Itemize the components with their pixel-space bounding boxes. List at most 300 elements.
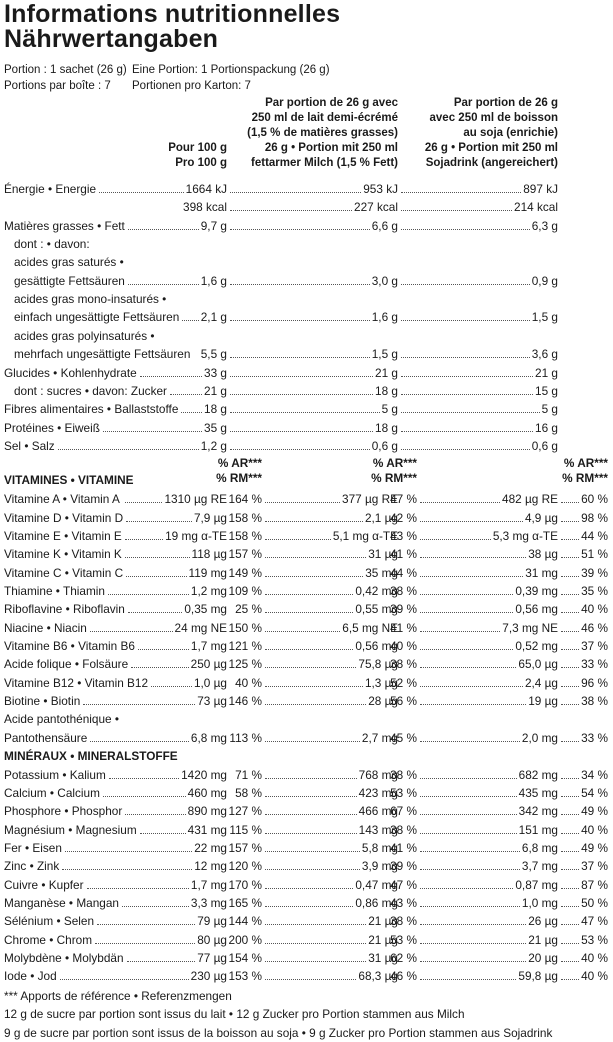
dot-leader <box>561 961 579 962</box>
dot-leader <box>265 576 363 577</box>
nutrient-value: 0,9 g <box>531 273 558 288</box>
mineral-row <box>0 912 613 930</box>
nutrient-value: 6,3 g <box>531 218 558 233</box>
nutrient-value: 143 mg <box>358 822 398 837</box>
nutrient-value: 6,5 mg NE <box>342 620 398 635</box>
pct-header-rm: % RM*** <box>371 471 417 486</box>
percent-value: 33 % <box>581 657 608 672</box>
dot-leader <box>83 704 195 705</box>
nutrient-value: 68,3 µg <box>358 969 398 984</box>
percent-value: 44 % <box>390 565 417 580</box>
percent-value: 98 % <box>581 510 608 525</box>
nutrient-value: 3,9 mg <box>361 859 398 874</box>
row-label: Riboflavine • Riboflavin <box>4 602 125 617</box>
dot-leader <box>401 320 530 321</box>
dot-leader <box>561 576 579 577</box>
percent-value: 67 % <box>390 804 417 819</box>
nutrient-value: 3,3 mg <box>190 895 227 910</box>
dot-leader <box>561 521 579 522</box>
percent-value: 45 % <box>390 730 417 745</box>
footnote-text: *** Apports de référence • Referenzmengen <box>4 988 232 1003</box>
dot-leader <box>265 888 353 889</box>
percent-value: 53 % <box>581 932 608 947</box>
nutrient-value: 1310 µg RE <box>164 492 227 507</box>
dot-leader <box>420 521 523 522</box>
row-label: Fibres alimentaires • Ballaststoffe <box>4 402 179 417</box>
nutrient-value: 435 mg <box>518 785 558 800</box>
nutrient-value: 2,1 g <box>200 310 227 325</box>
mineral-row <box>0 876 613 894</box>
percent-value: 38 % <box>390 914 417 929</box>
vitamins-title: VITAMINES • VITAMINE <box>4 473 134 488</box>
nutrient-value: 953 kJ <box>363 182 398 196</box>
percent-value: 115 % <box>229 822 262 837</box>
percent-value: 25 % <box>235 602 262 617</box>
row-label: Vitamine D • Vitamin D <box>4 510 124 525</box>
percent-value: 53 % <box>390 785 417 800</box>
row-label: Iode • Jod <box>4 969 57 984</box>
nutrition-row <box>0 382 613 400</box>
mineral-row <box>0 784 613 802</box>
portion-size-fr: Portion : 1 sachet (26 g) <box>4 64 127 76</box>
percent-value: 41 % <box>390 840 417 855</box>
nutrient-value: 6,8 mg <box>190 730 227 745</box>
nutrient-value: 0,86 mg <box>355 895 398 910</box>
percent-value: 52 % <box>390 675 417 690</box>
mineral-row <box>0 931 613 949</box>
dot-leader <box>420 814 517 815</box>
nutrient-value: 0,35 mg <box>184 602 227 617</box>
nutrient-value: 1,5 g <box>531 310 558 325</box>
percent-value: 120 % <box>228 859 262 874</box>
nutrient-value: 897 kJ <box>523 182 558 196</box>
row-label: acides gras mono-insaturés • <box>14 292 167 307</box>
dot-leader <box>230 412 380 413</box>
vitamin-row <box>0 619 613 637</box>
nutrient-value: 31 µg <box>368 951 398 965</box>
dot-leader <box>420 649 513 650</box>
percent-value: 37 % <box>581 859 608 874</box>
nutrient-value: 1,5 g <box>371 347 398 362</box>
dot-leader <box>265 539 331 540</box>
row-label: Vitamine E • Vitamin E <box>4 528 122 543</box>
footnote <box>0 1005 613 1023</box>
nutrient-value: 4,9 µg <box>524 510 558 525</box>
nutrient-value: 18 g <box>375 383 398 398</box>
row-label: Énergie • Energie <box>4 182 97 196</box>
dot-leader <box>561 631 579 632</box>
vitamins-header <box>0 455 613 491</box>
nutrient-value: 431 mg <box>187 822 227 837</box>
nutrient-value: 1420 mg <box>181 767 227 782</box>
dot-leader <box>230 192 361 193</box>
nutrient-value: 1,3 µg <box>364 675 398 690</box>
percent-value: 38 % <box>581 694 608 709</box>
dot-leader <box>401 376 533 377</box>
dot-leader <box>265 814 357 815</box>
percent-value: 87 % <box>581 877 608 892</box>
col-header-milk: (1,5 % de matières grasses) <box>247 127 398 139</box>
percent-value: 43 % <box>390 895 417 910</box>
percent-value: 40 % <box>390 639 417 654</box>
dot-leader <box>561 943 579 944</box>
percent-value: 33 % <box>581 730 608 745</box>
nutrient-value: 0,52 mg <box>515 639 558 654</box>
dot-leader <box>265 631 340 632</box>
dot-leader <box>401 229 530 230</box>
dot-leader <box>561 888 579 889</box>
nutrient-value: 59,8 µg <box>518 969 558 984</box>
row-label: dont : • davon: <box>14 237 90 252</box>
dot-leader <box>420 906 520 907</box>
row-label: dont : sucres • davon: Zucker <box>14 383 167 398</box>
percent-value: 164 % <box>228 492 262 507</box>
nutrient-value: 342 mg <box>518 804 558 819</box>
mineral-row <box>0 802 613 820</box>
percent-value: 154 % <box>228 951 262 965</box>
dot-leader <box>401 449 530 450</box>
row-label: Niacine • Niacin <box>4 620 87 635</box>
nutrient-value: 33 g <box>204 365 227 380</box>
nutrient-value: 0,56 mg <box>515 602 558 617</box>
nutrient-value: 0,47 mg <box>355 877 398 892</box>
percent-value: 149 % <box>228 565 262 580</box>
title-de: Nährwertangaben <box>4 25 219 53</box>
percent-value: 50 % <box>581 895 608 910</box>
vitamin-row <box>0 674 613 692</box>
dot-leader <box>420 833 517 834</box>
dot-leader <box>128 284 199 285</box>
dot-leader <box>561 667 579 668</box>
dot-leader <box>420 576 523 577</box>
nutrient-value: 5 g <box>381 402 398 417</box>
percent-value: 53 % <box>390 932 417 947</box>
nutrient-value: 1,2 g <box>200 438 227 453</box>
row-label: Cuivre • Kupfer <box>4 877 84 892</box>
row-label: Molybdène • Molybdän <box>4 951 124 965</box>
percent-value: 62 % <box>390 951 417 965</box>
dot-leader <box>561 502 579 503</box>
dot-leader <box>561 796 579 797</box>
percent-value: 47 % <box>390 492 417 507</box>
dot-leader <box>125 502 163 503</box>
dot-leader <box>401 431 533 432</box>
nutrient-value: 1,7 mg <box>190 877 227 892</box>
dot-leader <box>230 284 370 285</box>
nutrient-value: 21 µg <box>528 932 558 947</box>
nutrient-value: 0,55 mg <box>355 602 398 617</box>
percent-value: 200 % <box>228 932 262 947</box>
nutrient-value: 1,0 mg <box>521 895 558 910</box>
dot-leader <box>420 704 526 705</box>
nutrient-value: 230 µg <box>190 969 227 984</box>
footnote <box>0 987 613 1005</box>
row-label: Vitamine A • Vitamin A <box>4 492 120 507</box>
nutrient-value: 2,0 mg <box>521 730 558 745</box>
portion-size-de: Eine Portion: 1 Portionspackung (26 g) <box>132 64 330 76</box>
mineral-row <box>0 967 613 985</box>
row-label: Acide pantothénique • <box>4 712 119 727</box>
dot-leader <box>420 741 520 742</box>
vitamin-row <box>0 710 613 728</box>
dot-leader <box>265 833 357 834</box>
row-label: Chrome • Chrom <box>4 932 93 947</box>
row-label: acides gras saturés • <box>14 255 124 270</box>
dot-leader <box>230 449 370 450</box>
dot-leader <box>401 412 540 413</box>
pct-header-ar: % AR*** <box>563 456 608 471</box>
percent-value: 71 % <box>235 767 262 782</box>
percent-value: 51 % <box>581 547 608 562</box>
nutrition-row <box>0 400 613 418</box>
row-label: Protéines • Eiweiß <box>4 420 100 435</box>
dot-leader <box>140 833 186 834</box>
dot-leader <box>170 394 202 395</box>
col-header-100g: Pour 100 g <box>168 142 227 154</box>
dot-leader <box>420 557 526 558</box>
dot-leader <box>99 192 184 193</box>
percent-value: 44 % <box>581 528 608 543</box>
row-label: Zinc • Zink <box>4 859 60 874</box>
nutrient-value: 18 g <box>204 402 227 417</box>
nutrient-value: 1,2 mg <box>190 584 227 598</box>
nutrient-value: 5 g <box>541 402 558 417</box>
nutrient-value: 1,6 g <box>371 310 398 325</box>
dot-leader <box>265 741 360 742</box>
dot-leader <box>561 539 579 540</box>
vitamin-row <box>0 729 613 747</box>
footnote-text: 9 g de sucre par portion sont issus de la boisson au soja • 9 g Zucker pro Portion stammen aus Sojadrink <box>4 1025 553 1040</box>
nutrient-value: 0,56 mg <box>355 639 398 654</box>
nutrient-value: 24 mg NE <box>174 620 227 635</box>
percent-value: 39 % <box>390 859 417 874</box>
dot-leader <box>265 979 356 980</box>
dot-leader <box>561 778 579 779</box>
row-label: Vitamine B12 • Vitamin B12 <box>4 675 149 690</box>
nutrient-value: 0,6 g <box>531 438 558 453</box>
nutrient-value: 482 µg RE <box>502 492 558 507</box>
nutrient-value: 6,6 g <box>371 218 398 233</box>
percent-value: 157 % <box>228 547 262 562</box>
nutrient-value: 26 µg <box>528 914 558 929</box>
dot-leader <box>265 521 363 522</box>
dot-leader <box>401 284 530 285</box>
dot-leader <box>125 814 185 815</box>
dot-leader <box>230 320 370 321</box>
portion-count-de: Portionen pro Karton: 7 <box>132 80 251 92</box>
nutrient-value: 3,0 g <box>371 273 398 288</box>
dot-leader <box>420 612 513 613</box>
mineral-row <box>0 857 613 875</box>
nutrient-value: 38 µg <box>528 547 558 562</box>
percent-value: 56 % <box>390 694 417 709</box>
vitamin-row <box>0 692 613 710</box>
col-header-soy: avec 250 ml de boisson <box>429 112 558 124</box>
dot-leader <box>230 210 352 211</box>
nutrient-value: 7,9 µg <box>193 510 227 525</box>
dot-leader <box>420 594 513 595</box>
dot-leader <box>401 357 530 358</box>
nutrient-value: 3,7 mg <box>521 859 558 874</box>
dot-leader <box>103 796 186 797</box>
col-header-soy: au soja (enrichie) <box>463 127 558 139</box>
percent-value: 113 % <box>229 730 262 745</box>
dot-leader <box>230 394 373 395</box>
dot-leader <box>230 229 370 230</box>
dot-leader <box>230 431 373 432</box>
nutrition-row <box>0 345 613 363</box>
nutrient-value: 75,8 µg <box>358 657 398 672</box>
row-label: Vitamine B6 • Vitamin B6 <box>4 639 135 654</box>
nutrient-value: 214 kcal <box>514 200 558 215</box>
nutrition-row <box>0 327 613 345</box>
nutrient-value: 151 mg <box>518 822 558 837</box>
nutrition-row <box>0 235 613 253</box>
nutrient-value: 73 µg <box>197 694 227 709</box>
pct-header-ar: % AR*** <box>372 456 417 471</box>
dot-leader <box>181 412 202 413</box>
dot-leader <box>58 449 199 450</box>
nutrient-value: 6,8 mg <box>521 840 558 855</box>
nutrition-row <box>0 217 613 235</box>
nutrient-value: 21 g <box>535 365 558 380</box>
nutrient-value: 1,6 g <box>200 273 227 288</box>
nutrient-value: 15 g <box>535 383 558 398</box>
dot-leader <box>401 210 512 211</box>
nutrition-row <box>0 198 613 216</box>
nutrient-value: 460 mg <box>187 785 227 800</box>
row-label: Vitamine C • Vitamin C <box>4 565 124 580</box>
nutrient-value: 890 mg <box>187 804 227 819</box>
nutrient-value: 0,42 mg <box>355 584 398 598</box>
nutrition-row <box>0 272 613 290</box>
row-label: acides gras polyinsaturés • <box>14 328 155 343</box>
dot-leader <box>265 943 366 944</box>
percent-value: 38 % <box>390 767 417 782</box>
dot-leader <box>265 851 360 852</box>
row-label: Biotine • Biotin <box>4 694 81 709</box>
nutrient-value: 12 mg <box>194 859 227 874</box>
portion-count-fr: Portions par boîte : 7 <box>4 80 111 92</box>
dot-leader <box>128 612 183 613</box>
nutrient-value: 5,3 mg α-TE <box>492 528 558 543</box>
dot-leader <box>265 778 357 779</box>
nutrition-row <box>0 253 613 271</box>
nutrient-value: 2,1 µg <box>364 510 398 525</box>
nutrient-value: 0,87 mg <box>515 877 558 892</box>
nutrient-value: 1,7 mg <box>190 639 227 654</box>
dot-leader <box>420 943 526 944</box>
dot-leader <box>127 961 196 962</box>
dot-leader <box>265 612 353 613</box>
vitamin-row <box>0 655 613 673</box>
percent-value: 38 % <box>390 584 417 598</box>
dot-leader <box>401 394 533 395</box>
nutrient-value: 0,39 mg <box>515 584 558 598</box>
dot-leader <box>420 961 526 962</box>
percent-value: 35 % <box>581 584 608 598</box>
percent-value: 46 % <box>581 620 608 635</box>
nutrient-value: 20 µg <box>528 951 558 965</box>
dot-leader <box>265 649 353 650</box>
dot-leader <box>561 869 579 870</box>
dot-leader <box>125 539 163 540</box>
nutrient-value: 2,4 µg <box>524 675 558 690</box>
dot-leader <box>125 557 190 558</box>
row-label: Calcium • Calcium <box>4 785 100 800</box>
percent-value: 41 % <box>390 547 417 562</box>
dot-leader <box>97 924 195 925</box>
dot-leader <box>265 796 357 797</box>
dot-leader <box>420 851 520 852</box>
dot-leader <box>109 778 179 779</box>
dot-leader <box>420 539 491 540</box>
vitamin-row <box>0 600 613 618</box>
percent-value: 60 % <box>581 492 608 507</box>
dot-leader <box>140 376 202 377</box>
percent-value: 158 % <box>228 528 262 543</box>
nutrition-row <box>0 180 613 198</box>
percent-value: 54 % <box>581 785 608 800</box>
col-header-soy: 26 g • Portion mit 250 ml <box>424 142 558 154</box>
col-header-soy: Par portion de 26 g <box>453 97 558 109</box>
vitamin-row <box>0 509 613 527</box>
dot-leader <box>420 979 516 980</box>
nutrient-value: 119 mg <box>188 565 227 580</box>
percent-value: 153 % <box>228 969 262 984</box>
nutrient-value: 21 g <box>375 365 398 380</box>
dot-leader <box>561 814 579 815</box>
dot-leader <box>126 576 186 577</box>
nutrient-value: 9,7 g <box>200 218 227 233</box>
nutrition-row <box>0 364 613 382</box>
percent-value: 58 % <box>235 785 262 800</box>
row-label: Phosphore • Phosphor <box>4 804 123 819</box>
percent-value: 41 % <box>390 620 417 635</box>
row-label: Acide folique • Folsäure <box>4 657 129 672</box>
percent-value: 40 % <box>581 602 608 617</box>
dot-leader <box>122 906 189 907</box>
nutrient-value: 466 mg <box>358 804 398 819</box>
dot-leader <box>420 502 500 503</box>
dot-leader <box>420 924 526 925</box>
row-label: Magnésium • Magnesium <box>4 822 137 837</box>
percent-value: 150 % <box>228 620 262 635</box>
dot-leader <box>561 612 579 613</box>
percent-value: 144 % <box>228 914 262 929</box>
mineral-row <box>0 894 613 912</box>
row-label: Fer • Eisen <box>4 840 62 855</box>
dot-leader <box>126 521 192 522</box>
row-label: mehrfach ungesättigte Fettsäuren <box>14 347 191 362</box>
nutrient-value: 682 mg <box>518 767 558 782</box>
percent-value: 38 % <box>390 657 417 672</box>
nutrient-value: 65,0 µg <box>518 657 558 672</box>
pct-header-ar: % AR*** <box>217 456 262 471</box>
dot-leader <box>420 686 523 687</box>
percent-value: 40 % <box>581 951 608 965</box>
row-label: Potassium • Kalium <box>4 767 106 782</box>
percent-value: 157 % <box>228 840 262 855</box>
pct-header-rm: % RM*** <box>562 471 608 486</box>
row-label: gesättigte Fettsäuren <box>14 273 125 288</box>
dot-leader <box>561 557 579 558</box>
dot-leader <box>62 869 192 870</box>
vitamin-row <box>0 527 613 545</box>
dot-leader <box>420 796 517 797</box>
dot-leader <box>90 741 189 742</box>
nutrient-value: 31 µg <box>368 547 398 562</box>
